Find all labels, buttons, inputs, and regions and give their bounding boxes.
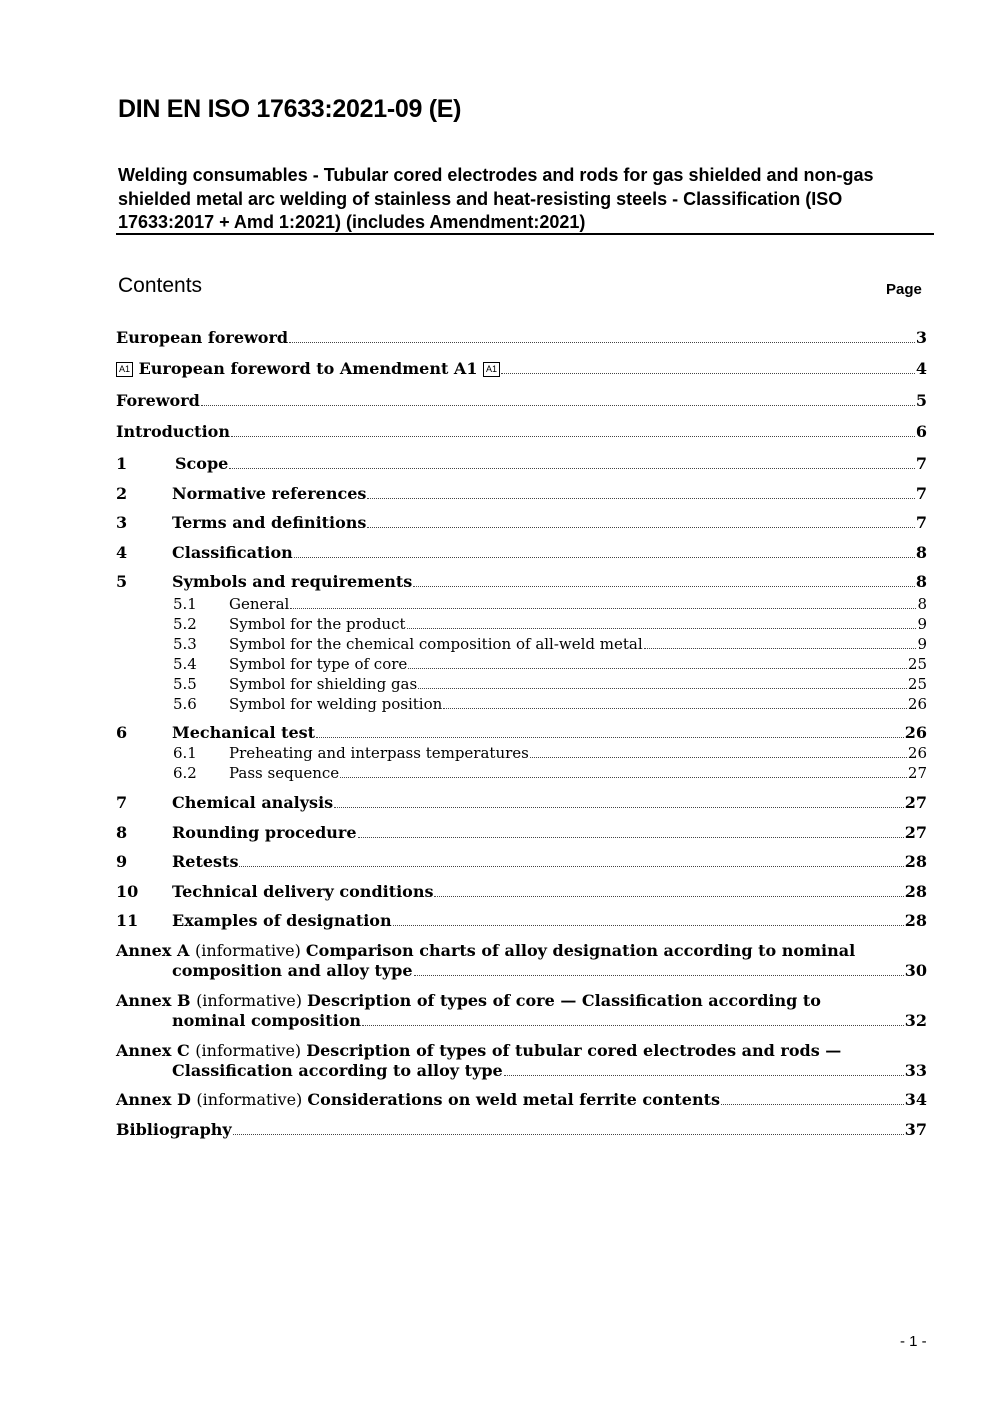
toc-entry[interactable] xyxy=(116,391,927,411)
toc-entry[interactable] xyxy=(116,882,927,902)
dot-leader xyxy=(316,737,904,738)
toc-entry[interactable] xyxy=(116,543,927,563)
toc-entry-title: Pass sequence xyxy=(229,764,340,782)
toc-entry[interactable] xyxy=(116,484,927,504)
toc-entry-page: 30 xyxy=(904,961,927,980)
toc-entry-number: 4 xyxy=(116,543,128,562)
dot-leader xyxy=(408,668,907,669)
toc-entry-title: Symbol for the chemical composition of all-weld metal xyxy=(229,635,643,653)
annex-title-line-1: Comparison charts of alloy designation according to nominal xyxy=(305,941,856,960)
toc-entry-page: 28 xyxy=(904,882,927,901)
toc-entry-page: 27 xyxy=(904,823,927,842)
annex-title xyxy=(116,991,821,1010)
annex-line-1 xyxy=(116,941,927,961)
toc-entry[interactable] xyxy=(116,513,927,533)
toc-entry-number: 10 xyxy=(116,882,139,901)
dot-leader xyxy=(367,498,914,499)
dot-leader xyxy=(501,373,915,374)
toc-entry-number: 5.6 xyxy=(173,695,197,713)
annex-prefix: Annex C xyxy=(116,1041,196,1060)
annex-title xyxy=(116,1041,841,1060)
dot-leader xyxy=(289,342,915,343)
toc-annex-entry[interactable] xyxy=(116,941,927,981)
toc-entry-page: 26 xyxy=(904,723,927,742)
page-number: - 1 - xyxy=(900,1333,927,1350)
toc-entry[interactable] xyxy=(116,823,927,843)
dot-leader xyxy=(334,807,904,808)
toc-entry-title: General xyxy=(229,595,290,613)
annex-title-line-2: nominal composition xyxy=(172,1011,362,1030)
dot-leader xyxy=(407,628,917,629)
annex-prefix: Annex D xyxy=(116,1090,197,1109)
toc-entry-title: Chemical analysis xyxy=(172,793,334,812)
toc-entry-number: 5.4 xyxy=(173,655,197,673)
toc-entry-number: 5 xyxy=(116,572,128,591)
toc-entry-page: 7 xyxy=(915,454,927,473)
toc-entry-page: 26 xyxy=(907,744,927,762)
annex-title-line-1: Considerations on weld metal ferrite contents xyxy=(307,1090,720,1109)
annex-informative: (informative) xyxy=(196,991,308,1010)
dot-leader xyxy=(233,1134,904,1135)
toc-entry-title: A1 European foreword to Amendment A1 A1 xyxy=(116,359,500,379)
dot-leader xyxy=(414,975,904,976)
toc-entry-page: 6 xyxy=(915,422,927,441)
toc-entry-page: 8 xyxy=(915,572,927,591)
toc-entry-number: 9 xyxy=(116,852,128,871)
toc-entry-number: 1 xyxy=(116,454,128,473)
toc-entry-page: 3 xyxy=(915,328,927,347)
toc-entry[interactable] xyxy=(173,763,927,783)
annex-prefix: Annex A xyxy=(116,941,195,960)
dot-leader xyxy=(340,777,907,778)
annex-title-line-1: Description of types of core — Classification according to xyxy=(307,991,821,1010)
toc-entry-number: 5.1 xyxy=(173,595,197,613)
toc-entry-title: Classification xyxy=(172,543,293,562)
toc-entry-number: 2 xyxy=(116,484,128,503)
annex-prefix: Annex B xyxy=(116,991,197,1010)
amendment-start-marker-icon: A1 xyxy=(116,362,133,377)
dot-leader xyxy=(367,527,914,528)
annex-line-2 xyxy=(116,1011,927,1031)
amendment-end-marker-icon: A1 xyxy=(483,362,500,377)
toc-entry[interactable] xyxy=(116,454,927,474)
dot-leader xyxy=(358,837,904,838)
toc-entry[interactable] xyxy=(173,743,927,763)
annex-informative: (informative) xyxy=(196,1090,308,1109)
toc-entry[interactable] xyxy=(116,359,927,379)
toc-entry[interactable] xyxy=(116,422,927,442)
toc-entry-number: 6.2 xyxy=(173,764,197,782)
dot-leader xyxy=(231,436,915,437)
dot-leader xyxy=(504,1075,904,1076)
dot-leader xyxy=(413,586,915,587)
annex-line-1 xyxy=(116,1041,927,1061)
toc-entry-page: 8 xyxy=(917,595,927,613)
toc-entry[interactable] xyxy=(116,852,927,872)
toc-entry-number: 6 xyxy=(116,723,128,742)
toc-entry-title: Bibliography xyxy=(116,1120,232,1139)
annex-line-1 xyxy=(116,991,927,1011)
toc-entry[interactable] xyxy=(116,911,927,931)
toc-entry-page: 28 xyxy=(904,911,927,930)
annex-informative: (informative) xyxy=(194,941,306,960)
toc-entry[interactable] xyxy=(173,694,927,714)
annex-title-line-2: Classification according to alloy type xyxy=(172,1061,503,1080)
toc-entry-title: Introduction xyxy=(116,422,230,441)
toc-entry-page: 4 xyxy=(915,359,927,378)
toc-entry-title: Technical delivery conditions xyxy=(172,882,434,901)
toc-entry-page: 7 xyxy=(915,513,927,532)
dot-leader xyxy=(721,1104,904,1105)
page-column-label: Page xyxy=(886,281,922,298)
toc-entry-page: 33 xyxy=(904,1061,927,1080)
toc-annex-entry[interactable] xyxy=(116,1041,927,1081)
toc-entry-page: 27 xyxy=(904,793,927,812)
toc-entry-title: Symbol for shielding gas xyxy=(229,675,418,693)
dot-leader xyxy=(393,925,904,926)
toc-entry-page: 26 xyxy=(907,695,927,713)
toc-entry-number: 6.1 xyxy=(173,744,197,762)
toc-entry-title: Symbol for type of core xyxy=(229,655,408,673)
dot-leader xyxy=(201,405,915,406)
toc-entry[interactable] xyxy=(173,634,927,654)
toc-entry-page: 28 xyxy=(904,852,927,871)
toc-entry-page: 32 xyxy=(904,1011,927,1030)
annex-title-line-2: composition and alloy type xyxy=(172,961,413,980)
toc-entry-title: European foreword xyxy=(116,328,289,347)
toc-entry[interactable] xyxy=(116,328,927,348)
dot-leader xyxy=(644,648,917,649)
annex-title-line-1: Description of types of tubular cored electrodes and rods — xyxy=(306,1041,842,1060)
toc-entry-page: 7 xyxy=(915,484,927,503)
toc-entry-title: Rounding procedure xyxy=(172,823,357,842)
toc-entry[interactable] xyxy=(173,654,927,674)
toc-entry-title: Scope xyxy=(175,454,229,473)
toc-entry[interactable] xyxy=(173,614,927,634)
annex-line-2 xyxy=(116,1061,927,1081)
annex-line-2 xyxy=(116,961,927,981)
toc-entry-title: Symbol for the product xyxy=(229,615,406,633)
toc-entry-page: 34 xyxy=(904,1090,927,1109)
toc-entry-page: 8 xyxy=(915,543,927,562)
toc-entry-number: 3 xyxy=(116,513,128,532)
toc-entry[interactable] xyxy=(116,793,927,813)
toc-entry-page: 9 xyxy=(917,615,927,633)
toc-entry-bibliography[interactable] xyxy=(116,1120,927,1140)
dot-leader xyxy=(530,757,907,758)
dot-leader xyxy=(443,708,907,709)
toc-entry-number: 5.2 xyxy=(173,615,197,633)
toc-entry-title: Normative references xyxy=(172,484,367,503)
dot-leader xyxy=(294,557,915,558)
toc-entry[interactable] xyxy=(173,594,927,614)
toc-entry-page: 25 xyxy=(907,675,927,693)
toc-entry-title: Mechanical test xyxy=(172,723,316,742)
annex-title xyxy=(116,941,855,960)
dot-leader xyxy=(434,896,903,897)
toc-entry-number: 11 xyxy=(116,911,139,930)
annex-line-1 xyxy=(116,1090,927,1110)
contents-heading: Contents xyxy=(118,274,203,297)
dot-leader xyxy=(239,866,903,867)
dot-leader xyxy=(362,1025,904,1026)
title-divider xyxy=(116,233,934,235)
toc-annex-entry[interactable] xyxy=(116,991,927,1031)
annex-title xyxy=(116,1090,720,1110)
toc-entry-number: 5.5 xyxy=(173,675,197,693)
dot-leader xyxy=(418,688,907,689)
document-title: DIN EN ISO 17633:2021-09 (E) xyxy=(118,95,462,123)
toc-entry-title: Symbol for welding position xyxy=(229,695,443,713)
toc-entry-page: 9 xyxy=(917,635,927,653)
toc-entry-page: 5 xyxy=(915,391,927,410)
toc-entry-page: 27 xyxy=(907,764,927,782)
dot-leader xyxy=(229,468,915,469)
toc-entry-title: Preheating and interpass temperatures xyxy=(229,744,529,762)
document-subtitle: Welding consumables - Tubular cored electrodes and rods for gas shielded and non-gas shielded metal arc welding of stainless and heat-resisting steels - Classification (ISO 17633:2017 + Amd 1:2021) (includes Amendment:2021) xyxy=(118,165,874,232)
toc-entry-title: Terms and definitions xyxy=(172,513,367,532)
dot-leader xyxy=(290,608,916,609)
annex-informative: (informative) xyxy=(195,1041,307,1060)
toc-entry-title: Retests xyxy=(172,852,239,871)
toc-annex-entry[interactable] xyxy=(116,1090,927,1110)
toc-entry-number: 7 xyxy=(116,793,128,812)
toc-entry-page: 37 xyxy=(904,1120,927,1139)
toc-entry[interactable] xyxy=(116,723,927,743)
toc-entry-title: Symbols and requirements xyxy=(172,572,413,591)
toc-entry[interactable] xyxy=(116,572,927,592)
toc-entry[interactable] xyxy=(173,674,927,694)
toc-entry-number: 8 xyxy=(116,823,128,842)
toc-entry-page: 25 xyxy=(907,655,927,673)
toc-entry-number: 5.3 xyxy=(173,635,197,653)
toc-entry-title: Examples of designation xyxy=(172,911,392,930)
toc-entry-title: Foreword xyxy=(116,391,200,410)
